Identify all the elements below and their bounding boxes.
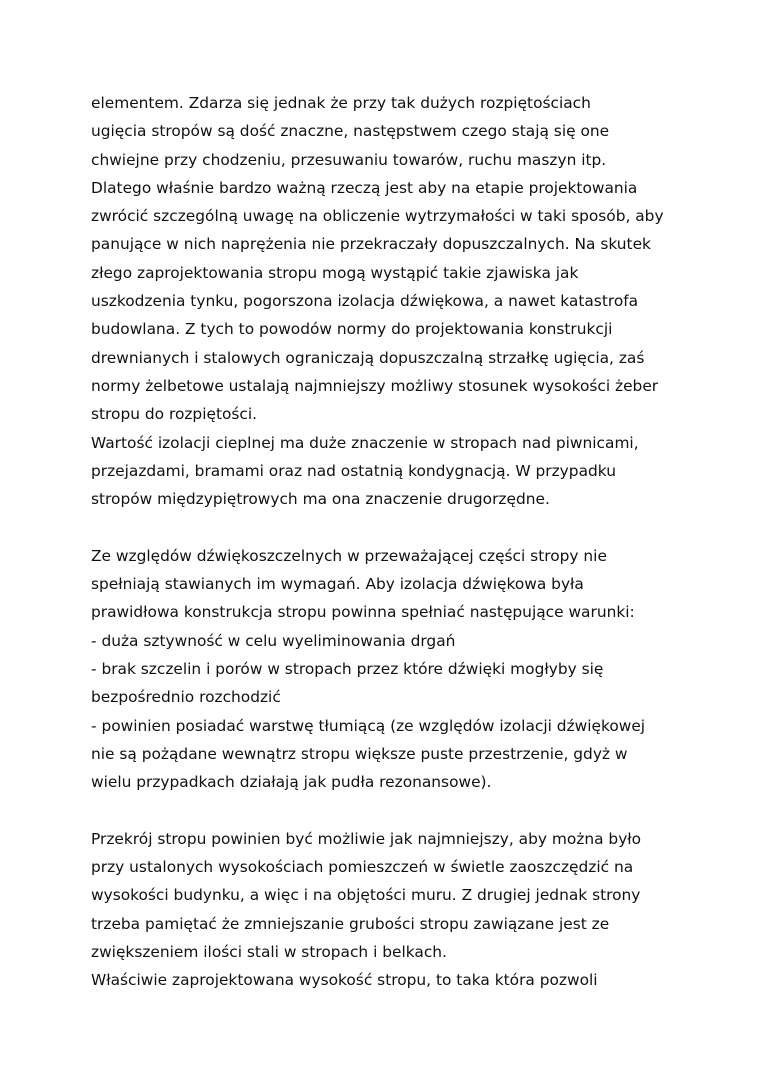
text-line: Ze względów dźwiękoszczelnych w przeważającej części stropy nie xyxy=(91,546,607,565)
text-line: stropu do rozpiętości. xyxy=(91,405,258,424)
text-line: chwiejne przy chodzeniu, przesuwaniu towarów, ruchu maszyn itp. xyxy=(91,150,607,169)
list-item: - duża sztywność w celu wyeliminowania drgań xyxy=(91,631,456,650)
text-line: drewnianych i stalowych ograniczają dopuszczalną strzałkę ugięcia, zaś xyxy=(91,348,645,367)
text-line: trzeba pamiętać że zmniejszanie grubości stropu zawiązane jest ze xyxy=(91,914,610,933)
list-item: - powinien posiadać warstwę tłumiącą (ze względów izolacji dźwiękowej xyxy=(91,716,646,735)
text-line: stropów międzypiętrowych ma ona znaczenie drugorzędne. xyxy=(91,490,550,509)
text-line: przy ustalonych wysokościach pomieszczeń w świetle zaoszczędzić na xyxy=(91,858,634,877)
text-line: przejazdami, bramami oraz nad ostatnią kondygnacją. W przypadku xyxy=(91,461,616,480)
text-line: zwiększeniem ilości stali w stropach i belkach. xyxy=(91,942,447,961)
text-line: budowlana. Z tych to powodów normy do projektowania konstrukcji xyxy=(91,320,613,339)
text-line: uszkodzenia tynku, pogorszona izolacja dźwiękowa, a nawet katastrofa xyxy=(91,292,639,311)
body-text xyxy=(91,89,731,995)
text-line: bezpośrednio rozchodzić xyxy=(91,688,281,707)
text-line: Dlatego właśnie bardzo ważną rzeczą jest aby na etapie projektowania xyxy=(91,178,638,197)
text-line: ugięcia stropów są dość znaczne, następstwem czego stają się one xyxy=(91,122,610,141)
text-line: prawidłowa konstrukcja stropu powinna spełniać następujące warunki: xyxy=(91,603,635,622)
text-line: wysokości budynku, a więc i na objętości muru. Z drugiej jednak strony xyxy=(91,886,641,905)
text-line: elementem. Zdarza się jednak że przy tak dużych rozpiętościach xyxy=(91,94,591,112)
text-line: złego zaprojektowania stropu mogą wystąpić takie zjawiska jak xyxy=(91,263,579,282)
text-line: wielu przypadkach działają jak pudła rezonansowe). xyxy=(91,773,492,792)
text-line: spełniają stawianych im wymagań. Aby izolacja dźwiękowa była xyxy=(91,575,584,594)
text-line: Przekrój stropu powinien być możliwie jak najmniejszy, aby można było xyxy=(91,829,642,848)
text-line: normy żelbetowe ustalają najmniejszy możliwy stosunek wysokości żeber xyxy=(91,376,659,395)
paragraph-spacer xyxy=(91,513,731,541)
list-item: - brak szczelin i porów w stropach przez które dźwięki mogłyby się xyxy=(91,659,604,678)
text-line: nie są pożądane wewnątrz stropu większe puste przestrzenie, gdyż w xyxy=(91,744,628,763)
paragraph-spacer xyxy=(91,796,731,824)
text-line: panujące w nich naprężenia nie przekraczały dopuszczalnych. Na skutek xyxy=(91,235,651,254)
text-line: zwrócić szczególną uwagę na obliczenie wytrzymałości w taki sposób, aby xyxy=(91,207,664,226)
text-line: Właściwie zaprojektowana wysokość stropu, to taka która pozwoli xyxy=(91,971,598,990)
text-line: Wartość izolacji cieplnej ma duże znaczenie w stropach nad piwnicami, xyxy=(91,433,639,452)
